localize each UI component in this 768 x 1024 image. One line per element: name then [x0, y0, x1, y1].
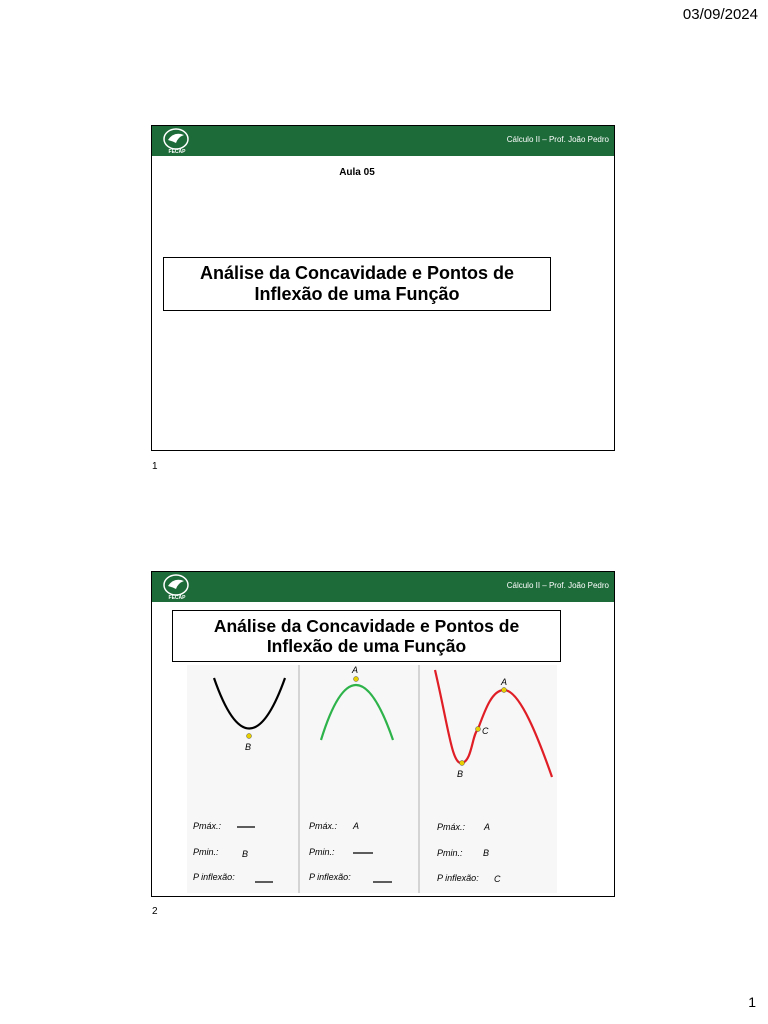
slide-header	[152, 572, 614, 602]
point-c-marker	[476, 727, 481, 732]
point-b-label: B	[457, 769, 464, 779]
pmin-value: B	[483, 848, 490, 858]
title-line-2: Inflexão de uma Função	[254, 284, 460, 304]
page-date: 03/09/2024	[682, 6, 758, 23]
title-line-2: Inflexão de uma Função	[266, 636, 467, 656]
fecap-logo-icon	[160, 573, 194, 601]
slide-header	[152, 126, 614, 156]
fecap-logo-icon	[160, 127, 194, 155]
pmin-label: Pmin.:	[309, 847, 335, 857]
pmax-label: Pmáx.:	[437, 822, 466, 832]
concavity-graphs	[187, 665, 557, 893]
pmin-label: Pmin.:	[437, 848, 463, 858]
point-b-marker	[460, 761, 465, 766]
point-b-marker	[247, 734, 252, 739]
pmax-value: A	[484, 822, 491, 832]
page-number: 1	[748, 994, 756, 1010]
pmax-value: A	[353, 821, 360, 831]
point-a-label: A	[352, 665, 359, 675]
slide-1	[151, 125, 615, 451]
course-title: Cálculo II – Prof. João Pedro	[506, 135, 609, 144]
pmin-value: B	[242, 849, 249, 859]
svg-text:FECAP: FECAP	[168, 149, 186, 155]
point-c-label: C	[482, 726, 489, 736]
slide-title-box	[172, 610, 561, 662]
pmax-label: Pmáx.:	[193, 821, 222, 831]
slide-2	[151, 571, 615, 897]
course-title: Cálculo II – Prof. João Pedro	[506, 581, 609, 590]
point-b-label: B	[245, 742, 252, 752]
slide-index-1: 1	[152, 461, 158, 472]
slide-title-box	[163, 257, 551, 311]
pinf-value: C	[494, 874, 501, 884]
point-a-label: A	[501, 677, 508, 687]
svg-text:FECAP: FECAP	[168, 595, 186, 601]
slide-index-2: 2	[152, 906, 158, 917]
pinf-label: P inflexão:	[193, 872, 235, 882]
title-line-1: Análise da Concavidade e Pontos de	[199, 263, 515, 284]
pmin-label: Pmin.:	[193, 847, 219, 857]
title-line-1: Análise da Concavidade e Pontos de	[213, 615, 520, 636]
pinf-label: P inflexão:	[437, 873, 479, 883]
point-a-marker	[502, 688, 507, 693]
pmax-label: Pmáx.:	[309, 821, 338, 831]
point-a-marker	[354, 677, 359, 682]
lesson-label: Aula 05	[339, 167, 375, 178]
pinf-label: P inflexão:	[309, 872, 351, 882]
